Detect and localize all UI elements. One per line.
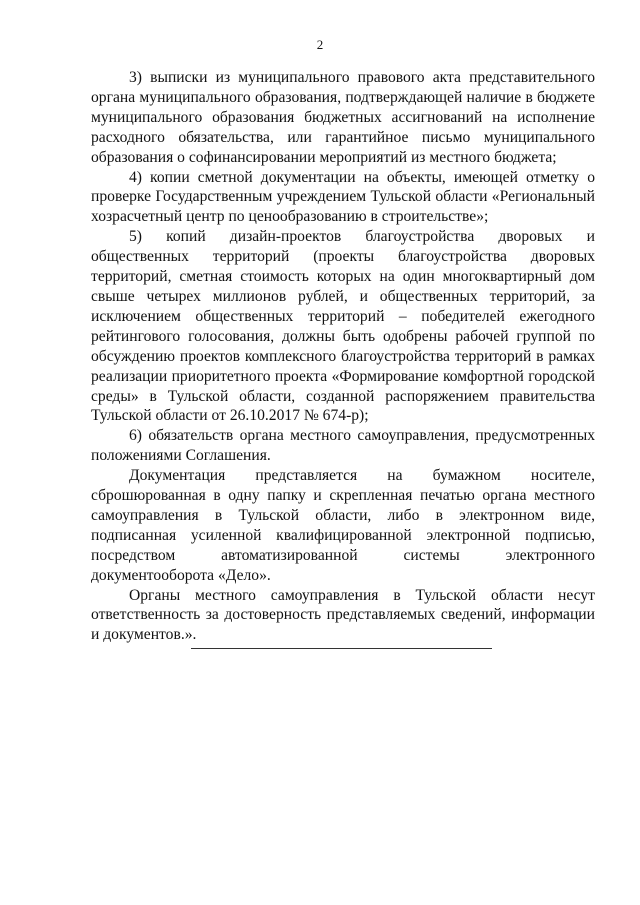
paragraph-item-5: 5) копий дизайн-проектов благоустройства дворовых и общественных территорий (проекты благоустройства дворовых территорий, сметная стоимость которых на один многоквартирный дом свыше четырех миллионов рублей, и общественных территорий, за исключением общественных территорий – победителей ежегодного рейтингового голосования, должны быть одобрены рабочей группой по обсуждению проектов комплексного благоустройства территорий в рамках реализации приоритетного проекта «Формирование комфортной городской среды» в Тульской области, созданной распоряжением правительства Тульской области от 26.10.2017 № 674-р); — [91, 228, 595, 425]
end-divider-line — [191, 648, 492, 649]
paragraph-item-3: 3) выписки из муниципального правового акта представительного органа муниципального образования, подтверждающей наличие в бюджете муниципального образования бюджетных ассигнований на исполнение расходного обязательства, или гарантийное письмо муниципального образования о софинансировании мероприятий из местного бюджета; — [91, 69, 595, 166]
paragraph-responsibility: Органы местного самоуправления в Тульской области несут ответственность за достоверность представляемых сведений, информации и документов.». — [91, 586, 595, 644]
page-number: 2 — [316, 37, 324, 52]
paragraph-item-4: 4) копии сметной документации на объекты, имеющей отметку о проверке Государственным учреждением Тульской области «Региональный хозрасчетный центр по ценообразованию в строительстве»; — [91, 168, 595, 226]
document-body — [91, 68, 595, 645]
paragraph-documentation: Документация представляется на бумажном носителе, сброшюрованная в одну папку и скрепленная печатью органа местного самоуправления в Тульской области, либо в электронном виде, подписанная усиленной квалифицированной электронной подписью, посредством автоматизированной системы электронного документооборота «Дело». — [91, 467, 595, 584]
paragraph-item-6: 6) обязательств органа местного самоуправления, предусмотренных положениями Соглашения. — [91, 427, 595, 465]
